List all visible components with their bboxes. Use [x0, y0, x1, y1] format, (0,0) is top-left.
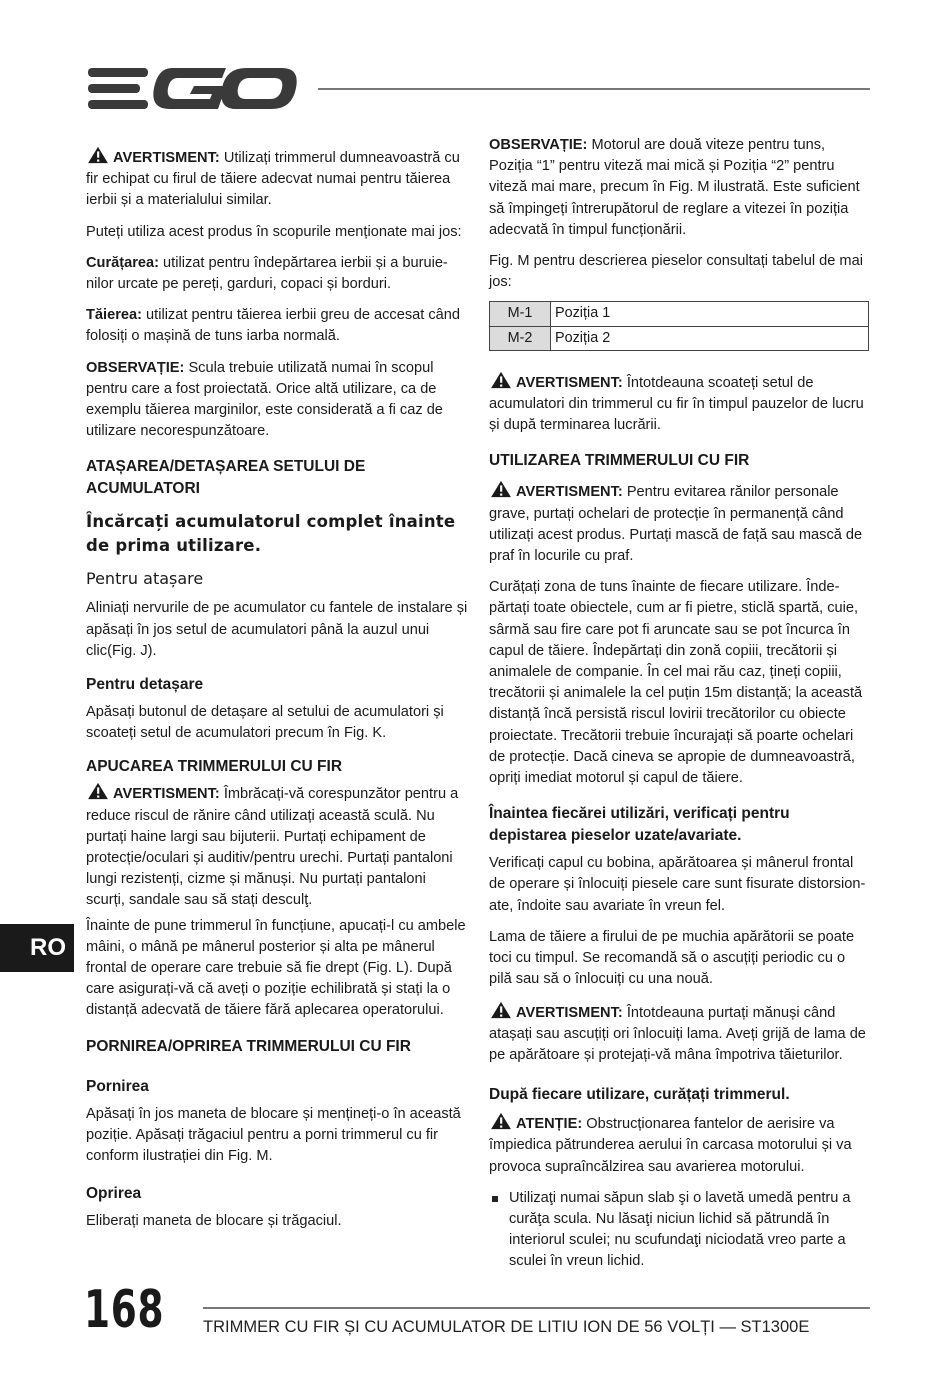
start-heading: Pornirea: [86, 1077, 149, 1095]
attach-heading: Pentru atașare: [86, 569, 204, 589]
language-tab: RO: [0, 924, 74, 972]
stop-heading: Oprirea: [86, 1185, 142, 1203]
check-text: Verificați capul cu bobina, apărătoarea și mânerul frontal de operare și înlocuiți piesele care sunt fisurate distorsion-ate, îndoite sau avariate în vreun fel.: [489, 855, 866, 914]
header-rule: [318, 88, 870, 90]
ego-logo: [86, 64, 298, 114]
charge-heading: Încărcați acumulatorul complet înainte de prima utilizare.: [86, 512, 456, 556]
blade-text: Lama de tăiere a firului de pe muchia apărătorii se poate toci cu timpul. Se recomandă să o ascuțiți periodic cu o pilă sau să o înlocuiți cu una nouă.: [489, 928, 855, 988]
start-text: Apăsați în jos maneta de blocare și mențineți-o în această poziție. Apăsați trăgaciul pentru a porni trimmerul cu fir conform ilustrației din Fig. M.: [86, 1105, 461, 1165]
warning-gloves: AVERTISMENT: Întotdeauna purtați mănuși când atașați sau ascuțiți ori înlocuiți lama. Aveți grijă de lama de pe apărătoare și protejați-vă mâna împotriva tăieturilor.: [489, 1001, 871, 1067]
cleaning-bullets: [489, 1188, 871, 1273]
clean-area-text: Curățați zona de tuns înainte de fiecare utilizare. Înde-părtați toate obiectele, cum ar fi pietre, sticlă spartă, cuie, sârmă sau fire care pot fi aruncate sau se pot încurca în capul de tăiere. Îndepărtați din zonă copiii, trecătorii și animalele de companie. În cel mai rău caz, țineți copiii, trecătorii și animalele la cel puțin 15m distanță; la această distanță încă persistă riscul lovirii trecătorilor cu obiecte proiectate. Trecătorii trebuie încurajați să poarte ochelari de protecție. Dacă cineva se apropie de dumneavoastră, opriți imediat motorul și capul de tăiere.: [489, 579, 863, 787]
warning-triangle-icon: [489, 1001, 513, 1019]
fig-m-text: Fig. M pentru descrierea pieselor consultați tabelul de mai jos:: [489, 253, 863, 291]
use-cutting: Tăierea: utilizat pentru tăierea ierbii greu de accesat când folosiți o mașină de tuns iarba normală.: [86, 307, 460, 345]
warning-clothing: AVERTISMENT: Îmbrăcați-vă corespunzător pentru a reduce riscul de rănire când utilizați această sculă. Nu purtați haine largi sau bijuterii. Purtați echipament de protecție/oculari și auditiv/pentru urechi. Purtați pantaloni lungi rezistenți, cizme și mănuși. Nu purtați pantaloni scurți, sandale sau să stați desculţ.: [86, 782, 468, 911]
section-heading-startstop: PORNIREA/OPRIREA TRIMMERULUI CU FIR: [86, 1037, 411, 1055]
left-column: [86, 146, 468, 1243]
footer-rule: [203, 1307, 870, 1309]
table-row: M-1 Poziția 1: [490, 302, 869, 326]
section-heading-battery: ATAȘAREA/DETAȘAREA SETULUI DE ACUMULATORI: [86, 458, 366, 498]
warning-eye-protection: AVERTISMENT: Pentru evitarea rănilor personale grave, purtați ochelari de protecție în permanență când utilizați acest produs. Purtați mască de față sau mască de praf în locurile cu praf.: [489, 480, 871, 567]
list-item: Utilizaţi numai săpun slab şi o lavetă umedă pentru a curăţa scula. Nu lăsaţi niciun lichid să pătrundă în interiorul sculei; nu scufundaţi niciodată vreo parte a sculei în vreun lichid.: [489, 1188, 871, 1273]
warning-triangle-icon: [489, 480, 513, 498]
note-intended-use: OBSERVAȚIE: Scula trebuie utilizată numai în scopul pentru care a fost proiectată. Orice altă utilizare, ca de exemplu tăierea marginilor, este considerată a fi caz de utilizare necorespunzătoare.: [86, 359, 443, 440]
warning-triangle-icon: [86, 782, 110, 800]
check-heading: Înaintea fiecărei utilizări, verificați pentru depistarea pieselor uzate/avariate.: [489, 805, 790, 845]
warning-triangle-icon: [489, 1112, 513, 1130]
detach-text: Apăsați butonul de detașare al setului de acumulatori și scoateți setul de acumulatori precum în Fig. K.: [86, 704, 444, 742]
warning-triangle-icon: [86, 146, 110, 164]
detach-heading: Pentru detașare: [86, 676, 204, 694]
warning-triangle-icon: [489, 371, 513, 389]
warning-label: AVERTISMENT:: [113, 150, 220, 166]
attach-text: Aliniați nervurile de pe acumulator cu fantele de instalare și apăsați în jos setul de acumulatori până la auzul unui clic(Fig. J).: [86, 600, 468, 659]
parts-table: [489, 301, 869, 350]
stop-text: Eliberați maneta de blocare și trăgaciul.: [86, 1213, 342, 1230]
after-use-heading: După fiecare utilizare, curățați trimmerul.: [489, 1086, 790, 1104]
uses-intro: Puteți utiliza acest produs în scopurile menționate mai jos:: [86, 223, 462, 240]
section-heading-use: UTILIZAREA TRIMMERULUI CU FIR: [489, 452, 750, 470]
footer-title: TRIMMER CU FIR ȘI CU ACUMULATOR DE LITIU ION DE 56 VOLȚI — ST1300E: [203, 1318, 810, 1336]
warning-cutting-line: AVERTISMENT: Utilizați trimmerul dumneavoastră cu fir echipat cu firul de tăiere adecvat numai pentru tăierea ierbii și a materialului similar.: [86, 146, 468, 212]
table-row: M-2 Poziția 2: [490, 326, 869, 350]
page-number: 168: [84, 1280, 165, 1340]
hold-text: Înainte de pune trimmerul în funcțiune, apucați-l cu ambele mâini, o mână pe mânerul posterior și alta pe mânerul frontal de operare care trebuie să fie drept (Fig. L). După care asigurați-vă că aveți o poziție echilibrată și stați la o distanță adecvată de tăiere fără aplecarea operatorului.: [86, 917, 466, 1019]
use-cleaning: Curățarea: utilizat pentru îndepărtarea ierbii și a buruie-nilor urcate pe pereți, garduri, copaci și borduri.: [86, 254, 448, 293]
caution-vents: ATENȚIE: Obstrucționarea fantelor de aerisire va împiedica pătrunderea aerului în carcasa motorului și va provoca supraîncălzirea sau avarierea motorului.: [489, 1112, 871, 1178]
right-column: [489, 135, 871, 1273]
note-speeds: OBSERVAȚIE: Motorul are două viteze pentru tuns, Poziția “1” pentru viteză mai mică și Poziția “2” pentru viteză mai mare, precum în Fig. M ilustrată. Este suficient să împingeți întrerupătorul de reglare a vitezei în poziția adecvată în timpul funcționării.: [489, 137, 860, 238]
warning-remove-battery: AVERTISMENT: Întotdeauna scoateți setul de acumulatori din trimmerul cu fir în timpul pauzelor de lucru și după terminarea lucrării.: [489, 371, 871, 437]
section-heading-hold: APUCAREA TRIMMERULUI CU FIR: [86, 758, 343, 776]
